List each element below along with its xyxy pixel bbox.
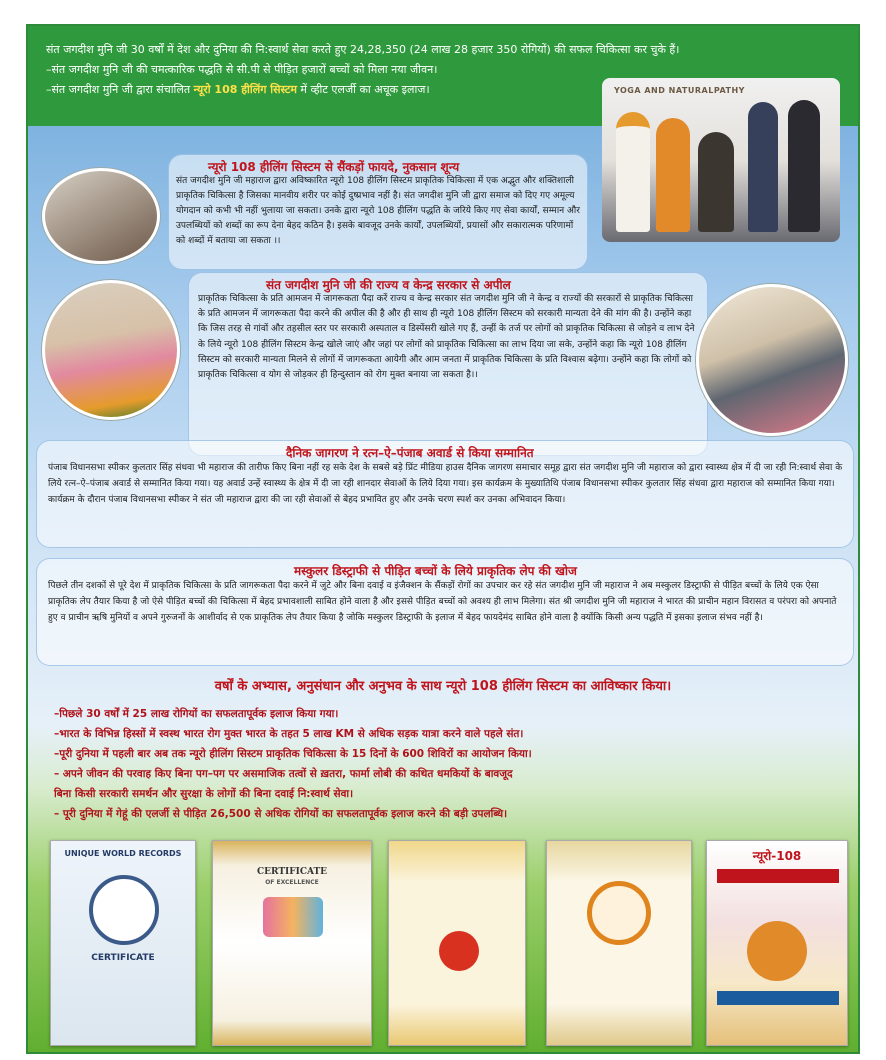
poster-frame: [26, 24, 860, 1054]
section-1-body: संत जगदीश मुनि जी महाराज द्वारा अविष्कारित न्यूरो 108 हीलिंग सिस्टम प्राकृतिक चिकित्सा में एक अद्भुत और शक्तिशाली प्राकृतिक चिकित्सा है जिसका मानवीय शरीर पर कोई दुष्प्रभाव नहीं है। संत जगदीश मुनि जी द्वारा समाज को दिए गए अमूल्य योगदान को कभी भी नहीं भुलाया जा सकता। उनके द्वारा न्यूरो 108 हीलिंग पद्धति के जरिये किए गए सेवा कार्यों, सम्मान और उपलब्धियों को शब्दों का रूप देना बेहद कठिन है। इसके बावजूद उनके कार्यों, उपलब्धियों, प्रयासों और सकारात्मक परिणामों को शब्दों में बताया जा सकता ।।: [176, 176, 580, 246]
photo-saint-garden: [42, 280, 180, 420]
achievements-list: [54, 704, 844, 824]
section-1-title: न्यूरो 108 हीलिंग सिस्टम से सैंकड़ों फायदे, नुकसान शून्य: [208, 160, 460, 174]
section-4-body: पिछले तीन दशकों से पूरे देश में प्राकृतिक चिकित्सा के प्रति जागरूकता पैदा करने में जुटे और बिना दवाई व इंजैक्शन के सैंकड़ों रोगों का उपचार कर रहे संत जगदीश मुनि जी महाराज ने अब मस्कुलर डिस्ट्राफी से पीड़ित बच्चों के लिये एक ऐसा प्राकृतिक लेप तैयार किया है जो ऐसे पीड़ित बच्चों की चिकित्सा में बेहद प्रभावशाली साबित होने वाला है और इससे पीड़ित बच्चों को अवश्य ही लाभ मिलेगा। संत श्री जगदीश मुनि जी महाराज ने भारत की प्राचीन महान विरासत व परंपरा को अपनाते हुए व प्राचीन ऋषि मुनियों व अपने गुरुजनों के आशीर्वाद से एक प्राकृतिक लेप तैयार किया है जोकि मस्कुलर डिस्ट्राफी के इलाज में बेहद फायदेमंद साबित होने वाला है क्योंकि किसी अन्य पद्धति में इसका इलाज संभव नहीं है।: [48, 581, 837, 623]
headline-bar: [717, 991, 839, 1005]
newspaper-neuro-108: न्यूरो-108: [706, 840, 848, 1046]
photo-saint-1: [42, 168, 160, 264]
achievement-item: –पिछले 30 वर्षों में 25 लाख रोगियों का सफलतापूर्वक इलाज किया गया।: [54, 708, 339, 720]
logo-icon: [263, 897, 323, 937]
section-4-title: मस्कुलर डिस्ट्राफी से पीड़ित बच्चों के लिये प्राकृतिक लेप की खोज: [294, 564, 577, 578]
section-3-title: दैनिक जागरण ने रत्न–ऐ–पंजाब अवार्ड से किया सम्मानित: [286, 446, 534, 460]
section-2-body: प्राकृतिक चिकित्सा के प्रति आमजन में जागरूकता पैदा करें राज्य व केन्द्र सरकार संत जगदीश मुनि जी ने केन्द्र व राज्यों की सरकारों से प्राकृतिक चिकित्सा के प्रति आमजन में जागरूकता पैदा करने की अपील की है और ही साथ ही न्यूरो 108 हीलिंग सिस्टम को सरकारी मान्यता देने की मांग की है। उन्होंने कहा कि जिस तरह से गांवों और तहसील स्तर पर सरकारी अस्पताल व डिस्पेंसरी खोले गए हैं, उन्हीं के तर्ज पर लोगों को प्राकृतिक चिकित्सा से जोड़ने व लाभ देने के लिये न्यूरो 108 हीलिंग सिस्टम केन्द्र खोले जाएं और जहां पर लोगों को प्राकृतिक चिकित्सा का लाभ दिया जा सके, उन्होंने कहा कि न्यूरो 108 हीलिंग सिस्टम को सरकारी मान्यता मिलने से लोगों में जागरूकता आयेगी और आम जनता में प्राकृतिक चिकित्सा के प्रति विश्वास बढ़ेगा। उन्होंने कहा कि लोगों को प्राकृतिक चिकित्सा व योग से जोड़कर ही हिन्दुस्तान को रोग मुक्त बनाया जा सकता है।।: [198, 294, 695, 381]
photo-saint-meeting: [696, 284, 848, 436]
achievement-item: बिना किसी सरकारी समर्थन और सुरक्षा के लोगों की बिना दवाई नि:स्वार्थ सेवा।: [54, 788, 354, 800]
portrait-icon: [747, 921, 807, 981]
seal-icon: [439, 931, 479, 971]
certificate-3: [388, 840, 526, 1046]
photo-banner-text: YOGA AND NATURALPATHY: [614, 86, 745, 95]
certificate-unique-world-records: UNIQUE WORLD RECORDS CERTIFICATE: [50, 840, 196, 1046]
achievement-item: –भारत के विभिन्न हिस्सों में स्वस्थ भारत रोग मुक्त भारत के तहत 5 लाख KM से अधिक सड़क यात्रा करने वाले पहले संत।: [54, 728, 524, 740]
headline-bar: [717, 869, 839, 883]
certificate-4: [546, 840, 692, 1046]
achievement-item: – पूरी दुनिया में गेहूं की एलर्जी से पीड़ित 26,500 से अधिक रोगियों का सफलतापूर्वक इलाज करने की बड़ी उपलब्धि।: [54, 808, 508, 820]
section-3-body: पंजाब विधानसभा स्पीकर कुलतार सिंह संधवा भी महाराज की तारीफ किए बिना नहीं रह सके देश के सबसे बड़े प्रिंट मीडिया हाउस दैनिक जागरण समाचार समूह द्वारा संत जगदीश मुनि जी महाराज को द्वारा स्वास्थ्य क्षेत्र में दी जा रही नि:स्वार्थ सेवा के लिये रत्न–ऐ–पंजाब अवार्ड से सम्मानित किया गया। यह अवार्ड उन्हें स्वास्थ्य के क्षेत्र में दी जा रही शानदार सेवाओं के लिये दिया गया। इस कार्यक्रम के मुख्यातिथि पंजाब विधानसभा स्पीकर कुलतार सिंह संधवा द्वारा महाराज को सम्मानित किया गया। कार्यक्रम के दौरान पंजाब विधानसभा स्पीकर ने संत जी महाराज द्वारा की जा रही सेवाओं से बेहद प्रभावित हुए और उनके चरण स्पर्श कर उनका अभिवादन किया।: [48, 463, 843, 505]
seal-icon: [587, 881, 651, 945]
certificates-row: [42, 840, 848, 1050]
section-2-title: संत जगदीश मुनि जी की राज्य व केन्द्र सरकार से अपील: [266, 278, 511, 292]
achievement-item: – अपने जीवन की परवाह किए बिना पग–पग पर असमाजिक तत्वों से ख़तरा, फार्मा लोबी की कथित धमकियों के बावजूद: [54, 768, 513, 780]
seal-icon: [89, 875, 159, 945]
event-photo: [602, 78, 840, 242]
header-line-3: –संत जगदीश मुनि जी द्वारा संचालित न्यूरो 108 हीलिंग सिस्टम में व्हीट एलर्जी का अचूक इलाज।: [46, 83, 430, 96]
achievement-item: –पूरी दुनिया में पहली बार अब तक न्यूरो हीलिंग सिस्टम प्राकृतिक चिकित्सा के 15 दिनों के 600 शिविरों का आयोजन किया।: [54, 748, 532, 760]
header-line-2: –संत जगदीश मुनि जी की चमत्कारिक पद्धति से सी.पी से पीड़ित हजारों बच्चों को मिला नया जीवन।: [46, 63, 438, 76]
certificate-excellence: CERTIFICATE OF EXCELLENCE: [212, 840, 372, 1046]
header-line-1: संत जगदीश मुनि जी 30 वर्षों में देश और दुनिया की नि:स्वार्थ सेवा करते हुए 24,28,350 (24 लाख 28 हजार 350 रोगियों) की सफल चिकित्सा कर चुके हैं।: [46, 43, 680, 56]
invention-heading: वर्षों के अभ्यास, अनुसंधान और अनुभव के साथ न्यूरो 108 हीलिंग सिस्टम का आविष्कार किया।: [214, 679, 672, 694]
